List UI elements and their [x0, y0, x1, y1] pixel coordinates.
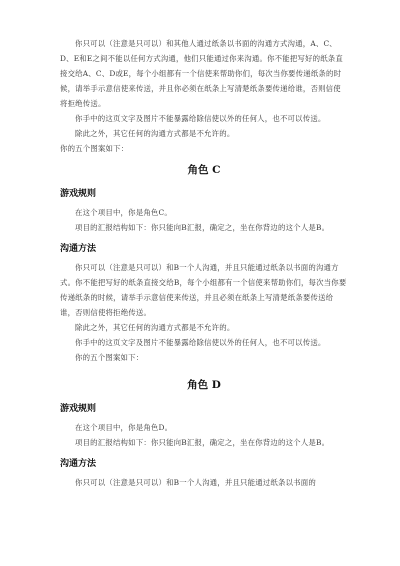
intro-paragraph-4: 你的五个图案如下： — [60, 144, 129, 153]
intro-paragraph-1: 你只可以（注意是只可以）和其他人通过纸条以书面的沟通方式沟通，A、C、D、E和E之间不能以任何方式沟通，他们只能通过你来沟通。你不能把写好的纸条直接交给A、C、D或E，每个小组都有一个信使来帮助你们，每次当你要传递纸条的时候，请举手示意信使来传送，并且你必须在纸条上写清楚纸条要传递给谁，否则信使将拒绝传送。 — [60, 39, 343, 108]
role-d-rule-2: 项目的汇报结构如下：你只能向B汇报，确定之，坐在你背边的这个人是B。 — [75, 438, 330, 447]
role-c-rules-heading: 游戏规则 — [60, 189, 97, 199]
role-c-comm-heading: 沟通方法 — [60, 244, 97, 254]
role-d-rule-1: 在这个项目中，你是角色D。 — [75, 423, 173, 432]
document-body — [60, 36, 348, 490]
role-c-rule-2: 项目的汇报结构如下：你只能向B汇报，确定之，坐在你背边的这个人是B。 — [75, 223, 330, 232]
role-c-comm-1: 你只可以（注意是只可以）和B一个人沟通，并且只能通过纸条以书面的沟通方式。你不能把写好的纸条直接交给B，每个小组都有一个信使来帮助你们，每次当你要传递纸条的时候，请举手示意信使来传送，并且必须在纸条上写清楚纸条要传送给谁，否则信使将拒绝传送。 — [60, 263, 347, 317]
spacer — [60, 365, 348, 371]
role-c-title: 角色 C — [187, 164, 221, 176]
role-d-title: 角色 D — [187, 379, 221, 391]
intro-paragraph-3: 除此之外，其它任何的沟通方式都是不允许的。 — [75, 129, 235, 138]
role-c-comm-3: 你手中的这页文字及图片不能暴露给除信使以外的任何人，也不可以传送。 — [75, 338, 326, 347]
role-d-rules-heading: 游戏规则 — [60, 404, 97, 414]
role-c-rule-1: 在这个项目中，你是角色C。 — [75, 208, 172, 217]
role-c-comm-2: 除此之外，其它任何的沟通方式都是不允许的。 — [75, 323, 235, 332]
role-d-comm-heading: 沟通方法 — [60, 459, 97, 469]
role-c-comm-4: 你的五个图案如下： — [75, 353, 144, 362]
intro-paragraph-2: 你手中的这页文字及图片不能暴露给除信使以外的任何人，也不可以传送。 — [75, 114, 326, 123]
role-d-comm-1: 你只可以（注意是只可以）和B一个人沟通，并且只能通过纸条以书面的 — [75, 478, 316, 487]
